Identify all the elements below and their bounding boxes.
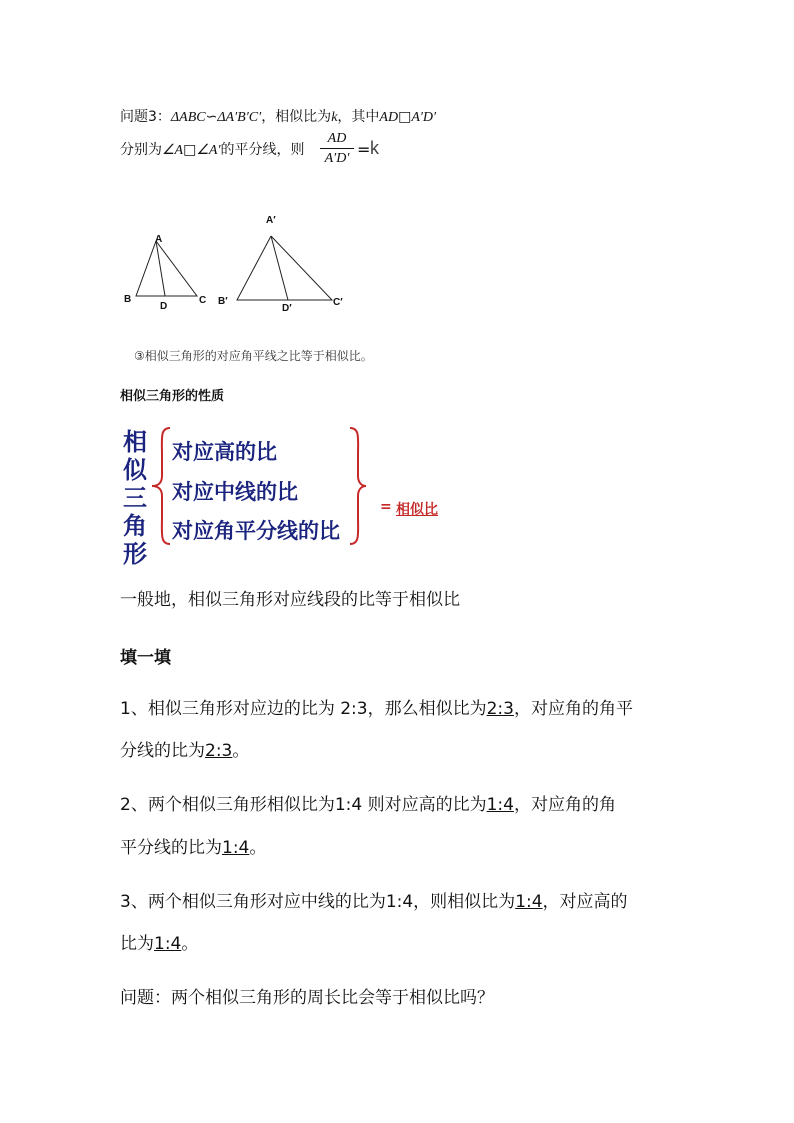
fill-item-text: 3、两个相似三角形对应中线的比为1:4，则相似比为	[120, 892, 516, 912]
ratio-text: ，相似比为	[261, 109, 332, 125]
vertical-title	[121, 428, 149, 568]
fill-item-text: ，对应角的角平	[513, 699, 633, 719]
fill-item-text: 比为	[120, 934, 154, 954]
where-text: ，其中	[337, 109, 380, 125]
angle-a: ∠A	[162, 143, 184, 158]
triangle-abc: ΔABC	[170, 110, 206, 125]
section-title: 相似三角形的性质	[120, 389, 225, 404]
line2-prefix: 分别为	[120, 142, 162, 158]
label-c-prime: C′	[333, 297, 343, 308]
fill-item-3-line2	[120, 932, 198, 956]
vertical-char: 形	[123, 540, 147, 568]
angle-a-prime: ∠A′	[196, 143, 221, 158]
right-brace-icon	[346, 426, 368, 546]
label-a-prime: A′	[266, 215, 276, 226]
fill-item-text: 。	[181, 934, 199, 954]
vertical-char: 似	[123, 456, 147, 484]
answer: 1:4	[486, 795, 514, 815]
fill-item-text: ，对应高的	[542, 892, 628, 912]
ratio-fraction	[320, 130, 354, 167]
answer: 1:4	[154, 934, 182, 954]
properties-result	[396, 499, 438, 519]
fill-item-3-line1	[120, 890, 628, 914]
triangle-abc-prime: ΔA′B′C′	[217, 110, 262, 125]
fraction-denominator: A′D′	[324, 151, 350, 166]
property-median-ratio: 对应中线的比	[172, 480, 298, 504]
fraction-numerator: AD	[327, 131, 347, 146]
triangle-abc-shape	[136, 241, 197, 296]
answer: 1:4	[222, 838, 250, 858]
bisector-ad	[156, 241, 165, 296]
similar-symbol: ∽	[205, 109, 218, 125]
properties-equals: =	[380, 499, 392, 515]
label-d-prime: D′	[282, 303, 292, 314]
label-a: A	[155, 234, 163, 245]
vertical-char: 相	[123, 428, 147, 456]
problem3-line2	[120, 141, 305, 160]
similarity-ratio-label: 相似比	[396, 502, 438, 518]
triangle-diagram	[115, 205, 365, 330]
fill-item-text: 1、相似三角形对应边的比为 2:3，那么相似比为	[120, 699, 487, 719]
fill-item-2-line2	[120, 836, 266, 860]
fill-item-2-line1	[120, 793, 616, 817]
label-c: C	[199, 295, 207, 306]
problem3-prefix: 问题3：	[120, 109, 171, 125]
label-d: D	[160, 301, 168, 312]
segment-ad-prime: A′D′	[411, 110, 437, 125]
box-glyph: □	[398, 109, 412, 125]
vertical-char: 三	[123, 484, 147, 512]
property-height-ratio: 对应高的比	[172, 440, 277, 464]
fraction-bar	[320, 148, 354, 149]
fill-item-text: 2、两个相似三角形相似比为1:4 则对应高的比为	[120, 795, 487, 815]
line2-suffix: 的平分线，则	[220, 142, 305, 158]
problem3-line1	[120, 108, 436, 127]
fill-item-text: ，对应角的角	[513, 795, 616, 815]
final-question: 问题：两个相似三角形的周长比会等于相似比吗？	[120, 988, 494, 1008]
left-brace-icon	[148, 426, 174, 546]
answer: 2:3	[486, 699, 514, 719]
box-glyph-2: □	[183, 142, 197, 158]
equals-sign: =	[357, 140, 371, 159]
fill-item-1-line1	[120, 697, 633, 721]
segment-ad: AD	[379, 110, 399, 125]
property-bisector-ratio: 对应角平分线的比	[172, 519, 340, 543]
fill-item-text: 平分线的比为	[120, 838, 222, 858]
general-statement: 一般地，相似三角形对应线段的比等于相似比	[120, 590, 460, 610]
fill-item-text: 分线的比为	[120, 741, 205, 761]
vertical-char: 角	[123, 512, 147, 540]
fill-item-1-line2	[120, 739, 249, 763]
answer: 1:4	[515, 892, 543, 912]
fill-item-text: 。	[232, 741, 250, 761]
fill-item-text: 。	[249, 838, 267, 858]
k-value: k	[370, 138, 379, 158]
label-b-prime: B′	[218, 296, 228, 307]
diagram-caption: ③相似三角形的对应角平线之比等于相似比。	[134, 349, 373, 363]
ratio-k: k	[331, 110, 338, 125]
fill-title: 填一填	[120, 648, 171, 668]
label-b: B	[124, 294, 132, 305]
triangle-abc-prime-shape	[237, 236, 332, 300]
answer: 2:3	[205, 741, 233, 761]
